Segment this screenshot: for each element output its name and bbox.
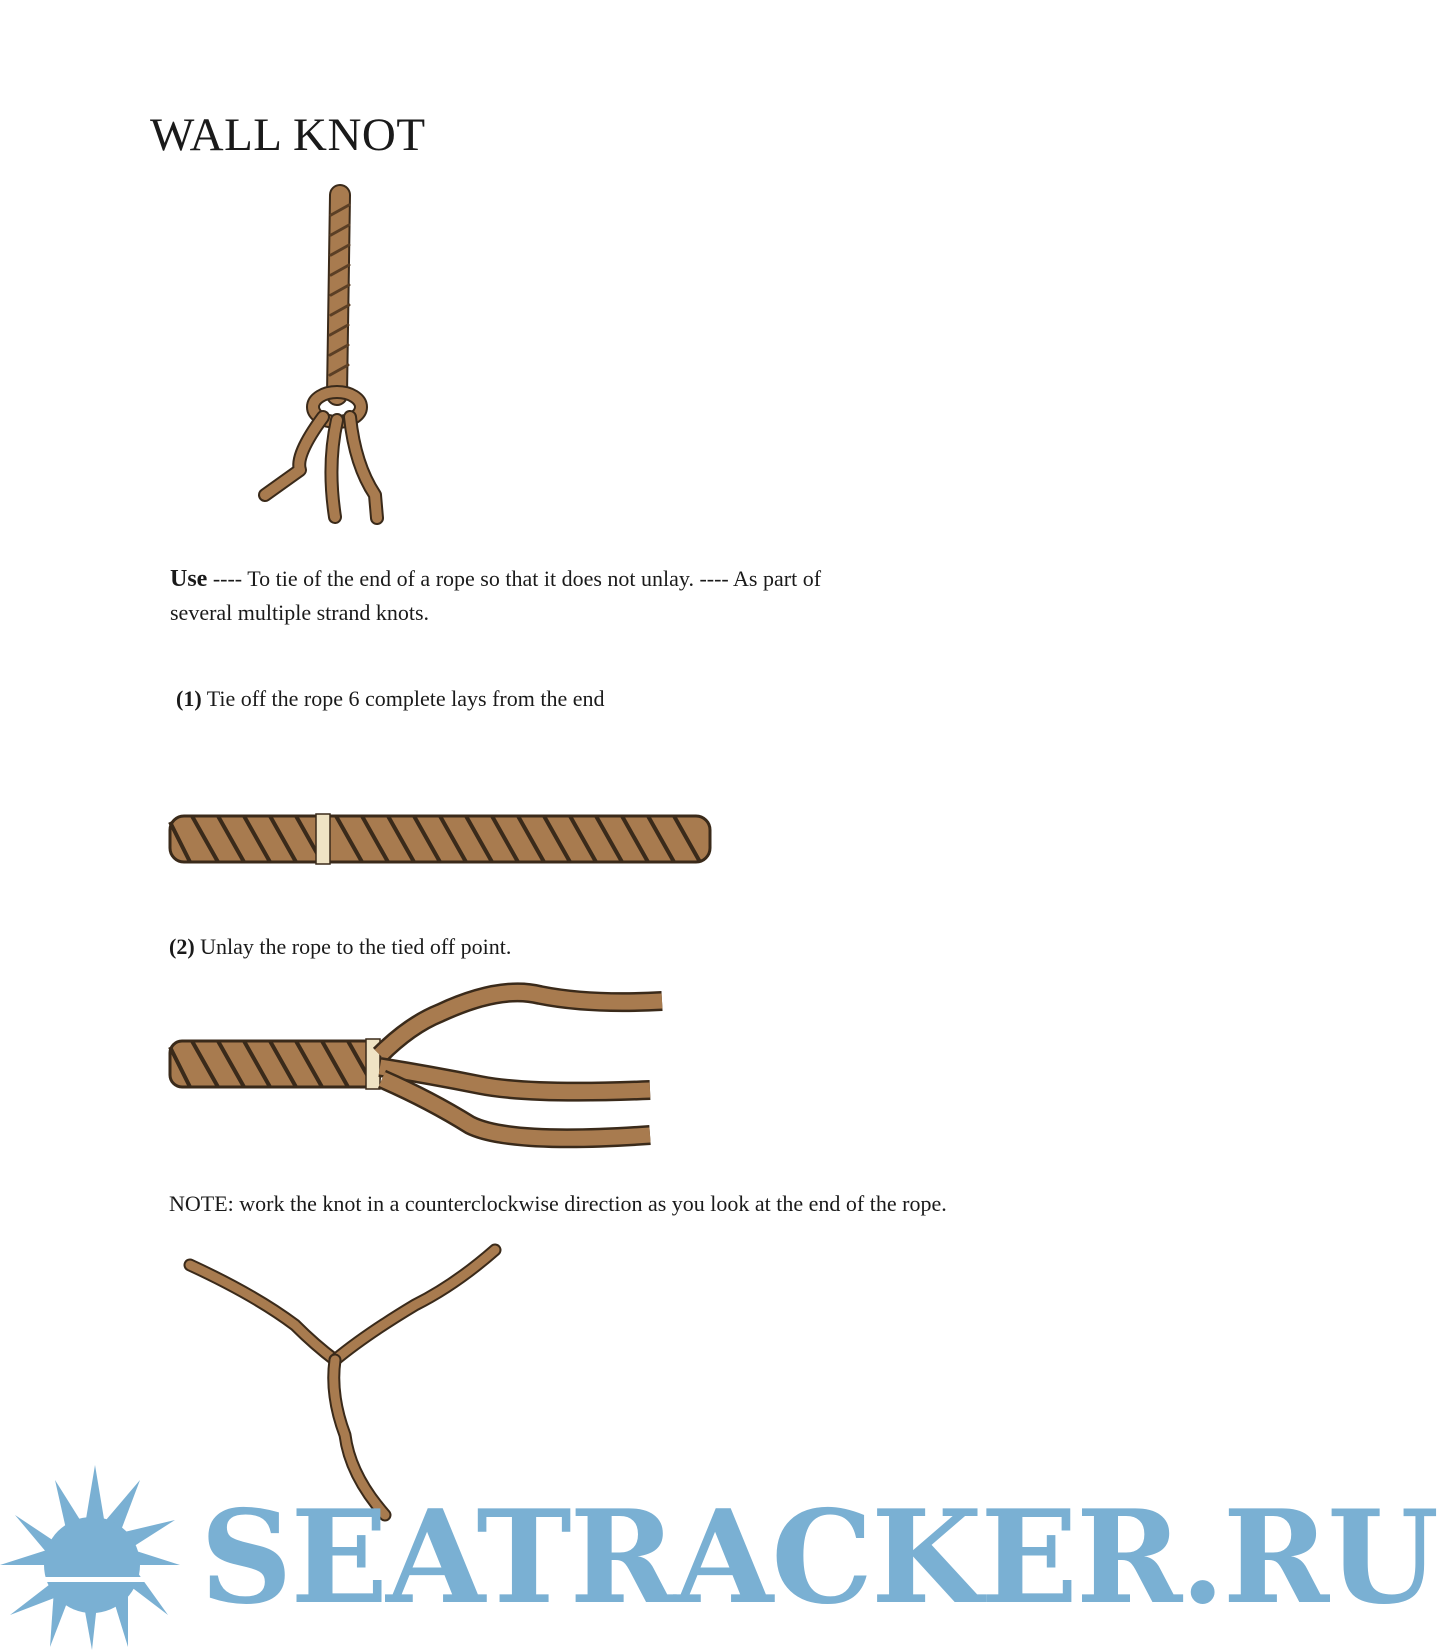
use-paragraph [170,562,870,629]
use-dashes: ---- [207,566,248,591]
note-text: NOTE: work the knot in a counterclockwise direction as you look at the end of the rope. [169,1191,947,1216]
step-2 [169,930,511,963]
step-1-text: Tie off the rope 6 complete lays from the end [201,686,605,711]
sun-icon [0,1465,180,1650]
unlaid-rope-illustration [170,965,670,1150]
use-label: Use [170,566,208,592]
step-1-number: (1) [176,686,202,711]
step-2-number: (2) [169,934,195,959]
page-title: WALL KNOT [150,109,426,161]
watermark-text: SEATRACKER.RU [200,1483,1437,1633]
tied-rope-illustration [170,814,710,866]
step-1 [176,682,605,715]
wall-knot-illustration [255,195,455,525]
step-2-text: Unlay the rope to the tied off point. [194,934,512,959]
use-text: To tie of the end of a rope so that it does not unlay. ---- As part of several multiple strand knots. [170,566,822,625]
